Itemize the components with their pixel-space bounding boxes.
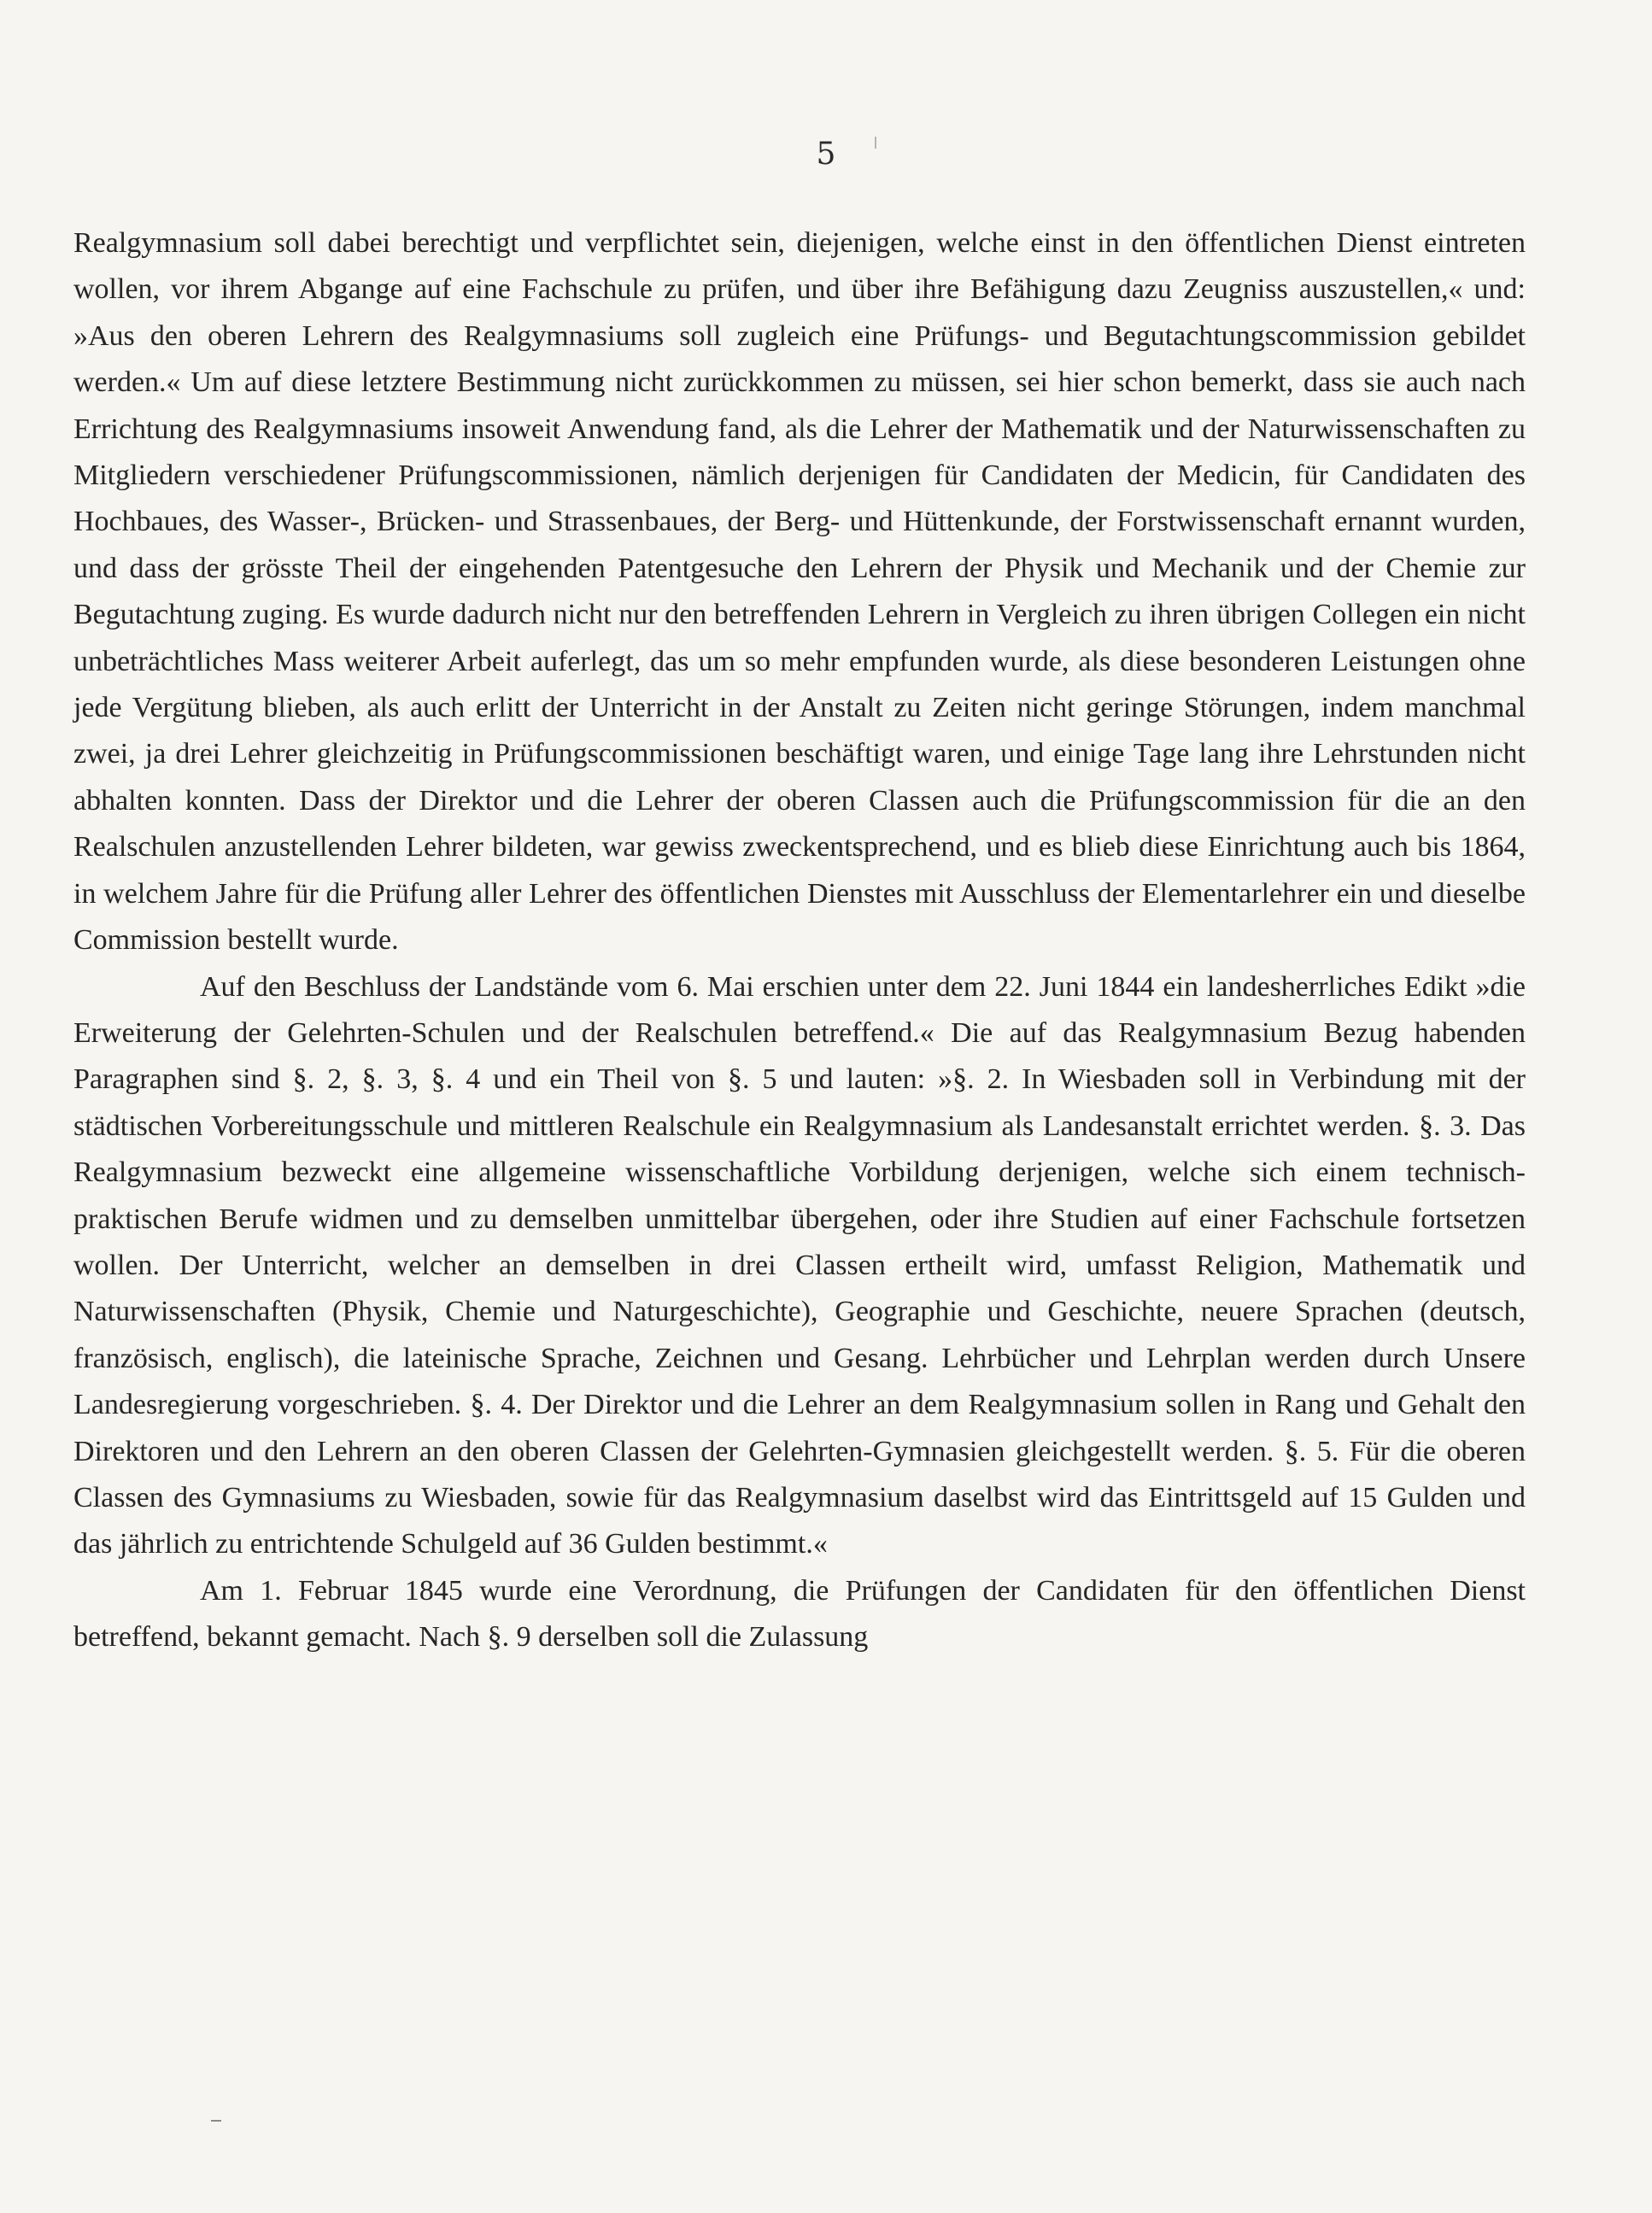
paragraph-3: Am 1. Februar 1845 wurde eine Verordnung, die Prüfungen der Candidaten für den öffentlichen Dienst betreffend, bekannt gemacht. Nach §. 9 derselben soll die Zulassung (73, 1574, 1526, 1654)
paragraph-1: Realgymnasium soll dabei berechtigt und verpflichtet sein, diejenigen, welche einst in den öffentlichen Dienst eintreten wollen, vor ihrem Abgange auf eine Fachschule zu prüfen, und über ihre Befähigung dazu Zeugniss auszustellen,« und: »Aus den oberen Lehrern des Realgymnasiums soll zugleich eine Prüfungs- und Begutachtungscommission gebildet werden.« Um auf diese letztere Bestimmung nicht zurückkommen zu müssen, sei hier schon bemerkt, dass sie auch nach Errichtung des Realgymnasiums insoweit Anwendung fand, als die Lehrer der Mathematik und der Naturwissenschaften zu Mitgliedern verschiedener Prüfungscommissionen, nämlich derjenigen für Candidaten der Medicin, für Candidaten des Hochbaues, des Wasser-, Brücken- und Strassenbaues, der Berg- und Hüttenkunde, der Forstwissenschaft ernannt wurden, und dass der grösste Theil der eingehenden Patentgesuche den Lehrern der Physik und Mechanik und der Chemie zur Begutachtung zuging. Es wurde dadurch nicht nur den betreffenden Lehrern in Vergleich zu ihren übrigen Collegen ein nicht unbeträchtliches Mass weiterer Arbeit auferlegt, das um so mehr empfunden wurde, als diese besonderen Leistungen ohne jede Vergütung blieben, als auch erlitt der Unterricht in der Anstalt zu Zeiten nicht geringe Störungen, indem manchmal zwei, ja drei Lehrer gleichzeitig in Prüfungscommissionen beschäftigt waren, und einige Tage lang ihre Lehrstunden nicht abhalten konnten. Dass der Direktor und die Lehrer der oberen Classen auch die Prüfungscommission für die an den Realschulen anzustellenden Lehrer bildeten, war gewiss zweckentsprechend, und es blieb diese Einrichtung auch bis 1864, in welchem Jahre für die Prüfung aller Lehrer des öffentlichen Dienstes mit Ausschluss der Elementarlehrer ein und dieselbe Commission bestellt wurde. (73, 227, 1526, 957)
body-text (73, 220, 1526, 1661)
paragraph-2: Auf den Beschluss der Landstände vom 6. Mai erschien unter dem 22. Juni 1844 ein landesherrliches Edikt »die Erweiterung der Gelehrten-Schulen und der Realschulen betreffend.« Die auf das Realgymnasium Bezug habenden Paragraphen sind §. 2, §. 3, §. 4 und ein Theil von §. 5 und lauten: »§. 2. In Wiesbaden soll in Verbindung mit der städtischen Vorbereitungsschule und mittleren Realschule ein Realgymnasium als Landesanstalt errichtet werden. §. 3. Das Realgymnasium bezweckt eine allgemeine wissenschaftliche Vorbildung derjenigen, welche sich einem technisch-praktischen Berufe widmen und zu demselben unmittelbar übergehen, oder ihre Studien auf einer Fachschule fortsetzen wollen. Der Unterricht, welcher an demselben in drei Classen ertheilt wird, umfasst Religion, Mathematik und Naturwissenschaften (Physik, Chemie und Naturgeschichte), Geographie und Geschichte, neuere Sprachen (deutsch, französisch, englisch), die lateinische Sprache, Zeichnen und Gesang. Lehrbücher und Lehrplan werden durch Unsere Landesregierung vorgeschrieben. §. 4. Der Direktor und die Lehrer an dem Realgymnasium sollen in Rang und Gehalt den Direktoren und den Lehrern an den oberen Classen der Gelehrten-Gymnasien gleichgestellt werden. §. 5. Für die oberen Classen des Gymnasiums zu Wiesbaden, sowie für das Realgymnasium daselbst wird das Eintrittsgeld auf 15 Gulden und das jährlich zu entrichtende Schulgeld auf 36 Gulden bestimmt.« (73, 970, 1526, 1560)
scan-mark-bottom (211, 2120, 221, 2122)
page-number: 5 (816, 137, 836, 172)
